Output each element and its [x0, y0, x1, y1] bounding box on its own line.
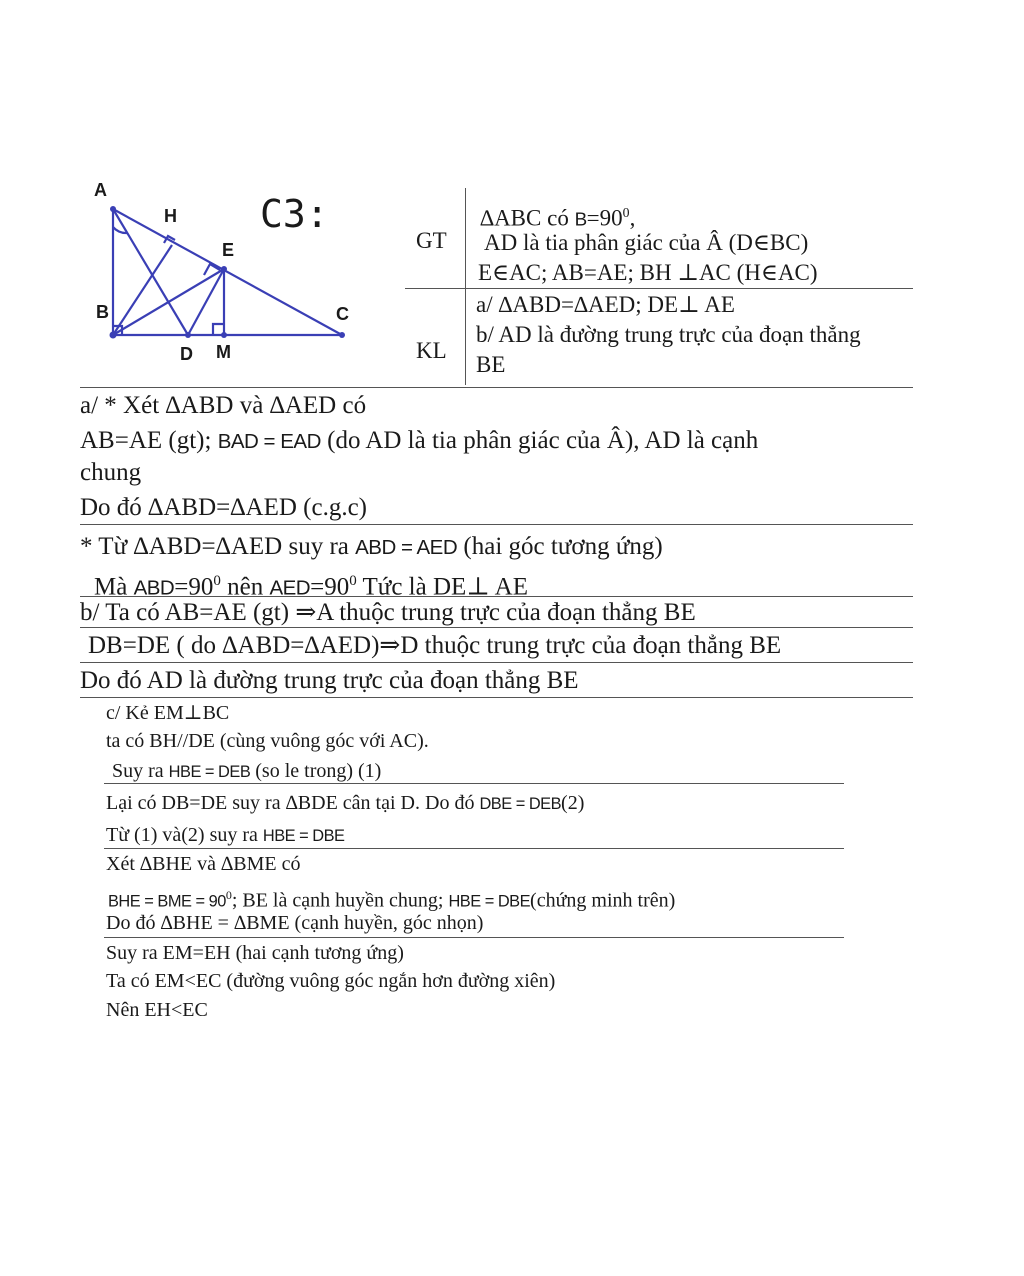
problem-title: C3:: [260, 192, 329, 236]
label-H: H: [164, 206, 177, 226]
part-a-line-3: chung: [80, 459, 142, 486]
table-mid-rule: [405, 288, 913, 289]
part-c-line-9: Suy ra EM=EH (hai cạnh tương ứng): [106, 942, 404, 964]
rule-3: [80, 627, 913, 628]
label-B: B: [96, 302, 109, 322]
label-M: M: [216, 342, 231, 362]
part-c-line-10: Ta có EM<EC (đường vuông góc ngắn hơn đường xiên): [106, 970, 556, 992]
part-a-line-2: AB=AE (gt); BAD = EAD (do AD là tia phân giác của Â), AD là cạnh: [80, 427, 759, 454]
kl-cell: [476, 290, 913, 384]
part-c-line-11: Nên EH<EC: [106, 999, 208, 1021]
rule-7: [104, 848, 844, 849]
gt-line-1: ∆ABC có $B=90^0$,: [480, 205, 636, 231]
rule-8: [104, 937, 844, 938]
kl-line-3: BE: [476, 352, 506, 377]
rule-2: [80, 596, 913, 597]
part-c-line-8: Do đó ∆BHE = ∆BME (cạnh huyền, góc nhọn): [106, 912, 484, 934]
label-D: D: [180, 344, 193, 364]
part-c-line-1: c/ Kẻ EM⊥BC: [106, 702, 230, 724]
part-b-line-1: b/ Ta có AB=AE (gt) ⇒A thuộc trung trực của đoạn thẳng BE: [80, 599, 696, 626]
part-c-line-7: BHE = BME = $90^0$; BE là cạnh huyền chung; HBE = DBE(chứng minh trên): [108, 888, 676, 912]
part-a-line-1: a/ * Xét ∆ABD và ∆AED có: [80, 392, 367, 419]
rule-1: [80, 524, 913, 525]
kl-line-2: b/ AD là đường trung trực của đoạn thẳng: [476, 322, 861, 347]
label-E: E: [222, 240, 235, 260]
rule-5: [80, 697, 913, 698]
gt-line-2: AD là tia phân giác của Â (D∈BC): [484, 230, 809, 255]
part-a-line-6: Mà $ABD=90^0$ nên $AED=90^0$ Tức là DE⊥ AE: [94, 573, 529, 601]
label-C: C: [336, 304, 349, 324]
part-b-line-2: DB=DE ( do ∆ABD=∆AED)⇒D thuộc trung trực của đoạn thẳng BE: [88, 632, 782, 659]
part-a-line-4: Do đó ∆ABD=∆AED (c.g.c): [80, 494, 367, 521]
part-c-line-4: Lại có DB=DE suy ra ∆BDE cân tại D. Do đó DBE = DEB(2): [106, 792, 585, 814]
table-vertical-rule: [465, 188, 466, 385]
kl-line-1: a/ ∆ABD=∆AED; DE⊥ AE: [476, 292, 735, 317]
label-A: A: [94, 180, 107, 200]
rule-4: [80, 662, 913, 663]
gt-line-3: E∈AC; AB=AE; BH ⊥AC (H∈AC): [478, 260, 818, 285]
part-a-line-5: * Từ ∆ABD=∆AED suy ra ABD = AED (hai góc tương ứng): [80, 533, 663, 560]
table-bottom-rule: [80, 387, 913, 388]
gt-label: GT: [416, 228, 447, 253]
part-c-line-5: Từ (1) và(2) suy ra HBE = DBE: [106, 824, 345, 846]
part-c-line-3: Suy ra HBE = DEB (so le trong) (1): [112, 760, 382, 782]
part-c-line-6: Xét ∆BHE và ∆BME có: [106, 853, 301, 875]
rule-6: [104, 783, 844, 784]
part-b-line-3: Do đó AD là đường trung trực của đoạn thẳng BE: [80, 667, 579, 694]
kl-label: KL: [416, 338, 447, 363]
part-c-line-2: ta có BH//DE (cùng vuông góc với AC).: [106, 730, 429, 752]
